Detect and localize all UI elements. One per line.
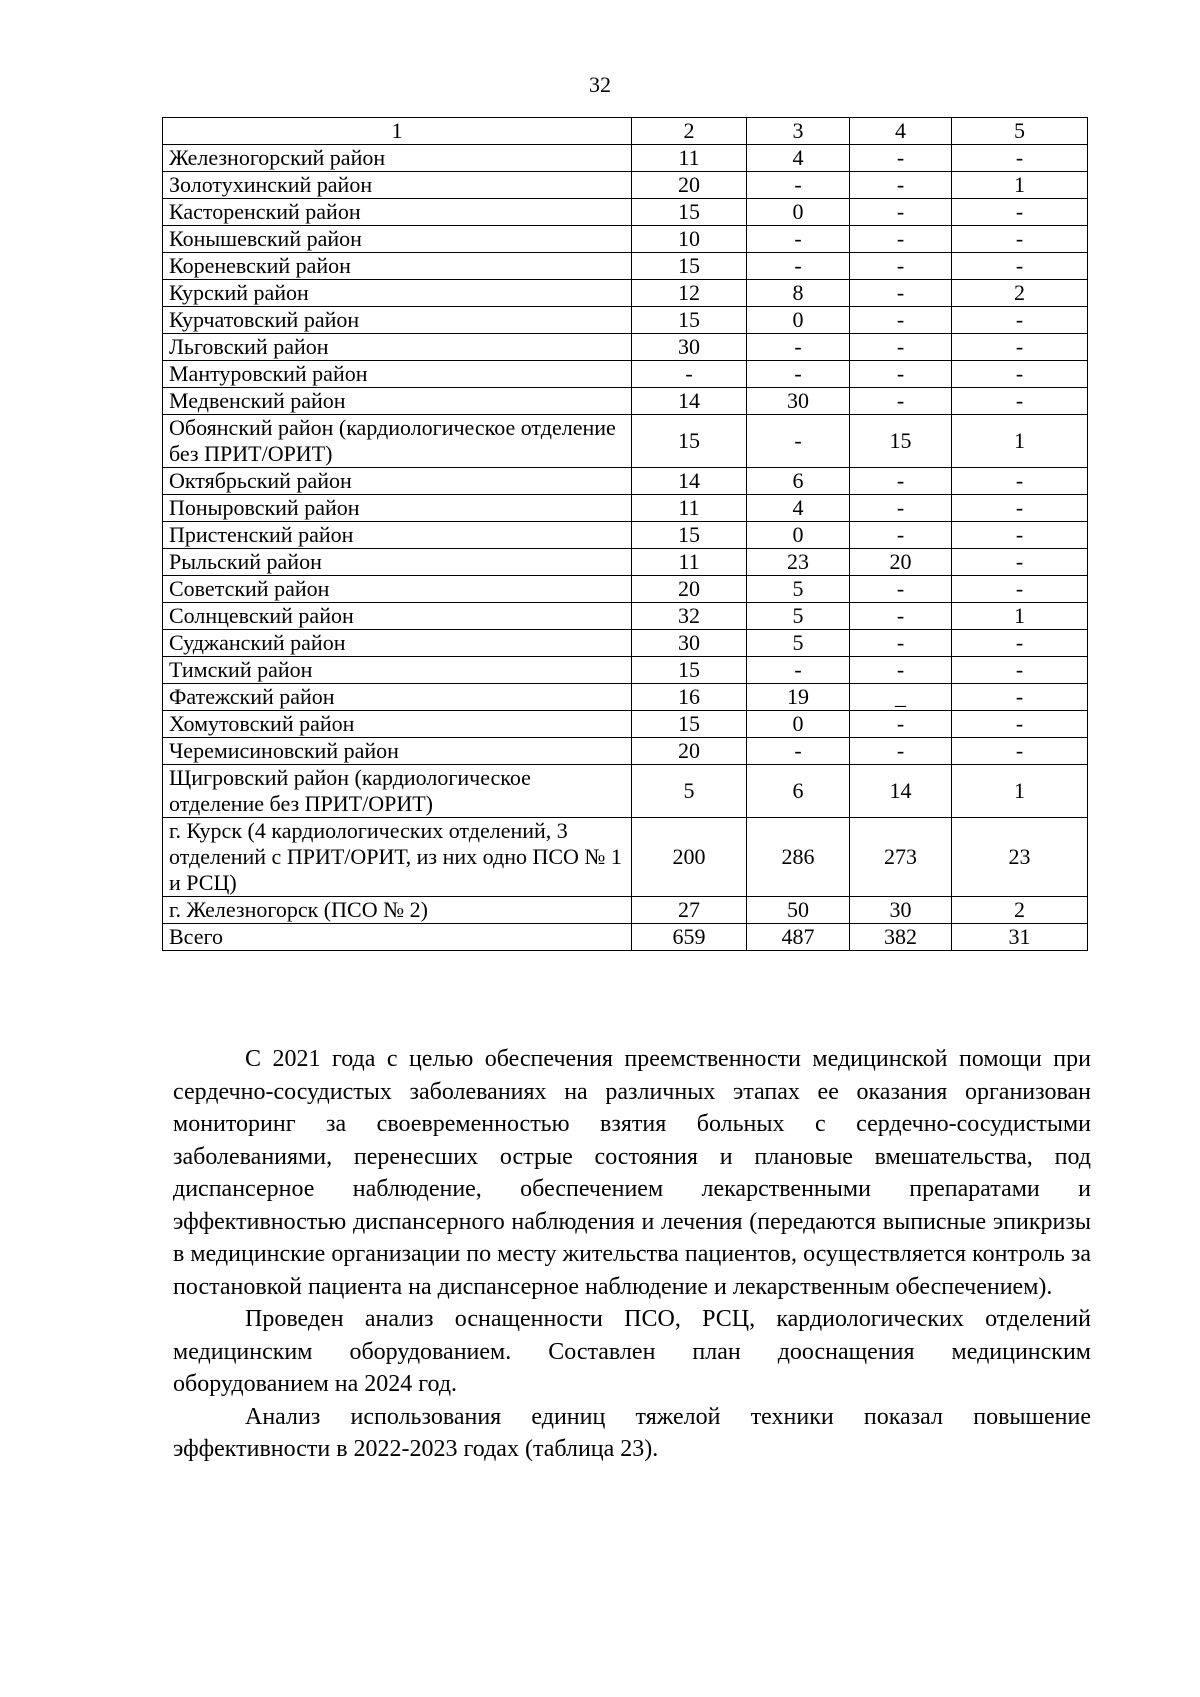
value-cell: 19 xyxy=(747,684,850,711)
value-cell: 15 xyxy=(850,415,952,468)
district-name-cell: Поныровский район xyxy=(163,495,632,522)
value-cell: 50 xyxy=(747,897,850,924)
district-name-cell: Касторенский район xyxy=(163,199,632,226)
value-cell: - xyxy=(952,522,1088,549)
value-cell: 20 xyxy=(632,738,747,765)
value-cell: 4 xyxy=(747,495,850,522)
value-cell: - xyxy=(952,388,1088,415)
district-name-cell: Золотухинский район xyxy=(163,172,632,199)
table-row xyxy=(163,684,1088,711)
value-cell: 2 xyxy=(952,897,1088,924)
value-cell: - xyxy=(747,657,850,684)
value-cell: 20 xyxy=(632,172,747,199)
value-cell: 14 xyxy=(850,765,952,818)
value-cell: 1 xyxy=(952,172,1088,199)
district-name-cell: Щигровский район (кардиологическое отделение без ПРИТ/ОРИТ) xyxy=(163,765,632,818)
value-cell: - xyxy=(952,630,1088,657)
value-cell: - xyxy=(850,468,952,495)
value-cell: - xyxy=(850,657,952,684)
value-cell: 659 xyxy=(632,924,747,951)
district-name-cell: Курский район xyxy=(163,280,632,307)
paragraph: С 2021 года с целью обеспечения преемственности медицинской помощи при сердечно-сосудистых заболеваниях на различных этапах ее оказания организован мониторинг за своевременностью взятия больных с сердечно-сосудистыми заболеваниями, перенесших острые состояния и плановые вмешательства, под диспансерное наблюдение, обеспечением лекарственными препаратами и эффективностью диспансерного наблюдения и лечения (передаются выписные эпикризы в медицинские организации по месту жительства пациентов, осуществляется контроль за постановкой пациента на диспансерное наблюдение и лекарственным обеспечением). xyxy=(173,1046,1091,1300)
body-text xyxy=(173,1043,1091,1466)
value-cell: - xyxy=(747,253,850,280)
value-cell: 5 xyxy=(747,603,850,630)
value-cell: 27 xyxy=(632,897,747,924)
district-name-cell: Кореневский район xyxy=(163,253,632,280)
value-cell: - xyxy=(850,307,952,334)
header-cell: 4 xyxy=(850,118,952,145)
value-cell: 1 xyxy=(952,603,1088,630)
value-cell: 1 xyxy=(952,415,1088,468)
value-cell: - xyxy=(952,199,1088,226)
value-cell: - xyxy=(850,172,952,199)
value-cell: - xyxy=(850,199,952,226)
value-cell: - xyxy=(850,630,952,657)
table-row xyxy=(163,897,1088,924)
value-cell: - xyxy=(850,388,952,415)
table-row xyxy=(163,280,1088,307)
value-cell: - xyxy=(747,361,850,388)
table-row xyxy=(163,361,1088,388)
value-cell: - xyxy=(850,334,952,361)
value-cell: 15 xyxy=(632,657,747,684)
value-cell: 273 xyxy=(850,818,952,897)
value-cell: _ xyxy=(850,684,952,711)
table-row xyxy=(163,334,1088,361)
value-cell: 12 xyxy=(632,280,747,307)
table-row xyxy=(163,172,1088,199)
value-cell: - xyxy=(850,253,952,280)
district-name-cell: Тимский район xyxy=(163,657,632,684)
value-cell: - xyxy=(850,576,952,603)
value-cell: 15 xyxy=(632,522,747,549)
value-cell: 30 xyxy=(632,630,747,657)
value-cell: 20 xyxy=(632,576,747,603)
value-cell: 15 xyxy=(632,199,747,226)
table-row xyxy=(163,522,1088,549)
value-cell: - xyxy=(952,549,1088,576)
value-cell: - xyxy=(952,738,1088,765)
table-row xyxy=(163,657,1088,684)
value-cell: - xyxy=(850,738,952,765)
table-row xyxy=(163,738,1088,765)
value-cell: - xyxy=(747,172,850,199)
district-name-cell: Хомутовский район xyxy=(163,711,632,738)
table-row xyxy=(163,226,1088,253)
district-name-cell: Солнцевский район xyxy=(163,603,632,630)
value-cell: - xyxy=(952,253,1088,280)
header-cell: 2 xyxy=(632,118,747,145)
value-cell: 4 xyxy=(747,145,850,172)
district-name-cell: Железногорский район xyxy=(163,145,632,172)
district-table xyxy=(162,117,1088,951)
page-number: 32 xyxy=(589,72,611,97)
district-name-cell: г. Курск (4 кардиологических отделений, 3 отделений с ПРИТ/ОРИТ, из них одно ПСО № 1 и РСЦ) xyxy=(163,818,632,897)
table-body xyxy=(163,118,1088,951)
value-cell: - xyxy=(632,361,747,388)
value-cell: - xyxy=(850,226,952,253)
value-cell: 0 xyxy=(747,711,850,738)
value-cell: 15 xyxy=(632,307,747,334)
district-name-cell: Льговский район xyxy=(163,334,632,361)
district-name-cell: Мантуровский район xyxy=(163,361,632,388)
value-cell: - xyxy=(952,684,1088,711)
value-cell: 30 xyxy=(747,388,850,415)
value-cell: - xyxy=(850,711,952,738)
district-name-cell: Пристенский район xyxy=(163,522,632,549)
table-row xyxy=(163,415,1088,468)
district-name-cell: Фатежский район xyxy=(163,684,632,711)
value-cell: 11 xyxy=(632,145,747,172)
value-cell: 30 xyxy=(850,897,952,924)
table-row xyxy=(163,307,1088,334)
value-cell: 0 xyxy=(747,522,850,549)
value-cell: - xyxy=(952,576,1088,603)
value-cell: 31 xyxy=(952,924,1088,951)
table-row xyxy=(163,495,1088,522)
table-row xyxy=(163,388,1088,415)
value-cell: - xyxy=(747,334,850,361)
header-cell: 5 xyxy=(952,118,1088,145)
value-cell: 23 xyxy=(747,549,850,576)
value-cell: 11 xyxy=(632,495,747,522)
district-name-cell: г. Железногорск (ПСО № 2) xyxy=(163,897,632,924)
value-cell: 23 xyxy=(952,818,1088,897)
value-cell: 200 xyxy=(632,818,747,897)
table-row xyxy=(163,711,1088,738)
value-cell: - xyxy=(952,226,1088,253)
district-name-cell: Конышевский район xyxy=(163,226,632,253)
table-row xyxy=(163,818,1088,897)
district-name-cell: Суджанский район xyxy=(163,630,632,657)
value-cell: - xyxy=(747,738,850,765)
district-name-cell: Медвенский район xyxy=(163,388,632,415)
value-cell: - xyxy=(952,334,1088,361)
district-name-cell: Рыльский район xyxy=(163,549,632,576)
district-name-cell: Всего xyxy=(163,924,632,951)
value-cell: 20 xyxy=(850,549,952,576)
value-cell: 15 xyxy=(632,253,747,280)
value-cell: - xyxy=(952,145,1088,172)
value-cell: 30 xyxy=(632,334,747,361)
table-row xyxy=(163,924,1088,951)
table-row xyxy=(163,576,1088,603)
value-cell: - xyxy=(952,468,1088,495)
table-row xyxy=(163,603,1088,630)
table-row xyxy=(163,253,1088,280)
value-cell: 15 xyxy=(632,415,747,468)
value-cell: 0 xyxy=(747,307,850,334)
district-name-cell: Октябрьский район xyxy=(163,468,632,495)
value-cell: 0 xyxy=(747,199,850,226)
value-cell: - xyxy=(747,226,850,253)
value-cell: 1 xyxy=(952,765,1088,818)
table-row xyxy=(163,630,1088,657)
paragraph: Анализ использования единиц тяжелой техники показал повышение эффективности в 2022-2023 годах (таблица 23). xyxy=(173,1403,1091,1462)
paragraph: Проведен анализ оснащенности ПСО, РСЦ, кардиологических отделений медицинским оборудованием. Составлен план дооснащения медицинским оборудованием на 2024 год. xyxy=(173,1306,1091,1397)
value-cell: - xyxy=(952,307,1088,334)
value-cell: - xyxy=(850,280,952,307)
value-cell: 8 xyxy=(747,280,850,307)
table-header-row xyxy=(163,118,1088,145)
value-cell: 2 xyxy=(952,280,1088,307)
value-cell: 6 xyxy=(747,765,850,818)
table-row xyxy=(163,199,1088,226)
district-name-cell: Советский район xyxy=(163,576,632,603)
value-cell: - xyxy=(952,711,1088,738)
value-cell: - xyxy=(952,657,1088,684)
value-cell: 5 xyxy=(747,630,850,657)
value-cell: 32 xyxy=(632,603,747,630)
header-cell: 1 xyxy=(163,118,632,145)
value-cell: 14 xyxy=(632,388,747,415)
value-cell: 382 xyxy=(850,924,952,951)
value-cell: 5 xyxy=(632,765,747,818)
value-cell: 487 xyxy=(747,924,850,951)
value-cell: - xyxy=(850,522,952,549)
value-cell: 286 xyxy=(747,818,850,897)
district-name-cell: Черемисиновский район xyxy=(163,738,632,765)
value-cell: 14 xyxy=(632,468,747,495)
table-row xyxy=(163,549,1088,576)
value-cell: 5 xyxy=(747,576,850,603)
district-name-cell: Обоянский район (кардиологическое отделение без ПРИТ/ОРИТ) xyxy=(163,415,632,468)
value-cell: 16 xyxy=(632,684,747,711)
table-row xyxy=(163,765,1088,818)
header-cell: 3 xyxy=(747,118,850,145)
value-cell: 6 xyxy=(747,468,850,495)
value-cell: - xyxy=(850,361,952,388)
value-cell: - xyxy=(952,495,1088,522)
value-cell: - xyxy=(952,361,1088,388)
value-cell: - xyxy=(747,415,850,468)
value-cell: - xyxy=(850,495,952,522)
table-row xyxy=(163,468,1088,495)
value-cell: 11 xyxy=(632,549,747,576)
table-row xyxy=(163,145,1088,172)
value-cell: 15 xyxy=(632,711,747,738)
value-cell: - xyxy=(850,603,952,630)
district-name-cell: Курчатовский район xyxy=(163,307,632,334)
value-cell: - xyxy=(850,145,952,172)
value-cell: 10 xyxy=(632,226,747,253)
